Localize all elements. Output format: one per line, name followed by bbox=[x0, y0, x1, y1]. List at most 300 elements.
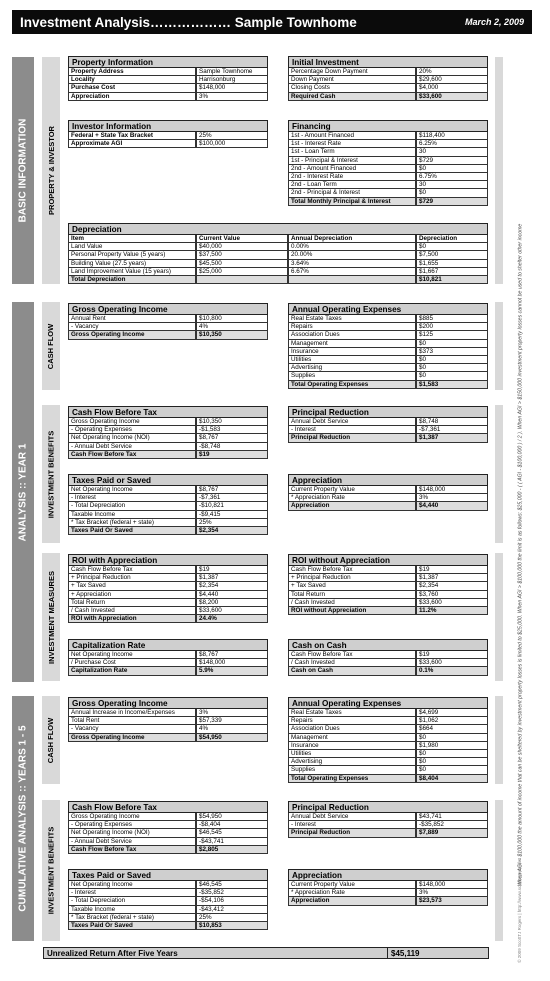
table-cell: 2nd - Principal & Interest bbox=[288, 189, 416, 197]
table-title: Annual Operating Expenses bbox=[288, 303, 488, 315]
right-band-1 bbox=[495, 57, 503, 284]
table-cell: Required Cash bbox=[288, 93, 416, 101]
table-cell: Net Operating Income bbox=[68, 651, 196, 659]
table-cell: / Cash Invested bbox=[68, 607, 196, 615]
table-cell: Management bbox=[288, 340, 416, 348]
table-cell: -$35,852 bbox=[196, 889, 268, 897]
table-cell: Real Estate Taxes bbox=[288, 709, 416, 717]
table-row bbox=[68, 566, 268, 574]
table-cell: Current Value bbox=[196, 235, 288, 243]
table-cell: Association Dues bbox=[288, 725, 416, 733]
table-row bbox=[288, 725, 488, 733]
table-row bbox=[288, 372, 488, 380]
table-cell: 3% bbox=[416, 889, 488, 897]
table-cell: - Interest bbox=[288, 821, 416, 829]
table-cell: * Tax Bracket (federal + state) bbox=[68, 519, 196, 527]
table-cell: $373 bbox=[416, 348, 488, 356]
table-title: Principal Reduction bbox=[288, 801, 488, 813]
table-row bbox=[288, 426, 488, 434]
table-cell: $4,699 bbox=[416, 709, 488, 717]
table-cell: $148,000 bbox=[196, 84, 268, 92]
table-cell: Current Property Value bbox=[288, 486, 416, 494]
table-row bbox=[288, 165, 488, 173]
ib5-label: INVESTMENT BENEFITS bbox=[46, 826, 56, 915]
table-row bbox=[68, 582, 268, 590]
table-cell: 1st - Interest Rate bbox=[288, 140, 416, 148]
table-title: Appreciation bbox=[288, 474, 488, 486]
table-cell: Locality bbox=[68, 76, 196, 84]
table-row bbox=[68, 276, 488, 284]
table-cell: 2nd - Amount Financed bbox=[288, 165, 416, 173]
table-row bbox=[288, 574, 488, 582]
taxes-5yr-table bbox=[68, 869, 268, 930]
table-row bbox=[288, 821, 488, 829]
table-row bbox=[288, 76, 488, 84]
table-cell: $885 bbox=[416, 315, 488, 323]
table-row bbox=[68, 426, 268, 434]
table-cell: Net Operating Income bbox=[68, 881, 196, 889]
im1-label: INVESTMENT MEASURES bbox=[46, 570, 56, 664]
ib1-label: INVESTMENT BENEFITS bbox=[46, 430, 56, 518]
table-cell: Total Operating Expenses bbox=[288, 381, 416, 389]
table-row bbox=[68, 574, 268, 582]
table-cell: $148,000 bbox=[196, 659, 268, 667]
table-row bbox=[68, 443, 268, 451]
table-cell: - Operating Expenses bbox=[68, 821, 196, 829]
table-cell: 25% bbox=[196, 519, 268, 527]
table-cell: Total Return bbox=[68, 599, 196, 607]
table-row bbox=[288, 181, 488, 189]
table-cell: $148,000 bbox=[416, 486, 488, 494]
table-cell: $8,748 bbox=[416, 418, 488, 426]
table-cell: -$9,415 bbox=[196, 511, 268, 519]
table-row bbox=[288, 140, 488, 148]
table-cell: + Appreciation bbox=[68, 591, 196, 599]
table-cell: 11.2% bbox=[416, 607, 488, 615]
table-row bbox=[68, 734, 268, 742]
table-cell: Approximate AGI bbox=[68, 140, 196, 148]
table-cell: - Annual Debt Service bbox=[68, 838, 196, 846]
table-row bbox=[68, 527, 268, 535]
table-cell: / Cash Invested bbox=[288, 659, 416, 667]
table-cell: 25% bbox=[196, 914, 268, 922]
table-cell: Land Improvement Value (15 years) bbox=[68, 268, 196, 276]
table-cell: - Total Depreciation bbox=[68, 502, 196, 510]
table-row bbox=[68, 717, 268, 725]
table-row bbox=[288, 364, 488, 372]
property-info-table bbox=[68, 56, 268, 101]
table-row bbox=[288, 340, 488, 348]
right-band-4 bbox=[495, 553, 503, 681]
table-cell: 6.67% bbox=[288, 268, 416, 276]
table-row bbox=[68, 434, 268, 442]
basic-label: BASIC INFORMATION bbox=[17, 118, 29, 223]
table-cell: $0 bbox=[416, 165, 488, 173]
table-cell: Sample Townhome bbox=[196, 68, 268, 76]
table-cell: $29,600 bbox=[416, 76, 488, 84]
table-cell: Principal Reduction bbox=[288, 434, 416, 442]
table-cell: $8,200 bbox=[196, 599, 268, 607]
table-row bbox=[288, 582, 488, 590]
table-cell: 0.00% bbox=[288, 243, 416, 251]
table-cell: Total Rent bbox=[68, 717, 196, 725]
table-cell: Cash on Cash bbox=[288, 667, 416, 675]
right-band-6 bbox=[495, 800, 503, 941]
table-row bbox=[68, 725, 268, 733]
table-cell: Capitalization Rate bbox=[68, 667, 196, 675]
table-cell: * Appreciation Rate bbox=[288, 889, 416, 897]
table-cell: $8,767 bbox=[196, 434, 268, 442]
table-cell: Insurance bbox=[288, 348, 416, 356]
table-cell: 30 bbox=[416, 181, 488, 189]
table-cell: 1st - Loan Term bbox=[288, 148, 416, 156]
table-row bbox=[288, 323, 488, 331]
table-cell: $3,760 bbox=[416, 591, 488, 599]
table-title: Capitalization Rate bbox=[68, 639, 268, 651]
table-cell: / Purchase Cost bbox=[68, 659, 196, 667]
table-row bbox=[288, 132, 488, 140]
table-cell: $0 bbox=[416, 356, 488, 364]
table-cell: Gross Operating Income bbox=[68, 813, 196, 821]
table-row bbox=[288, 566, 488, 574]
opex-5yr-table bbox=[288, 697, 488, 783]
table-cell: $729 bbox=[416, 157, 488, 165]
table-cell: $43,741 bbox=[416, 813, 488, 821]
table-row bbox=[288, 709, 488, 717]
table-cell: Total Operating Expenses bbox=[288, 775, 416, 783]
table-row bbox=[68, 897, 268, 905]
table-cell: Net Operating Income (NOI) bbox=[68, 829, 196, 837]
table-cell: Net Operating Income (NOI) bbox=[68, 434, 196, 442]
table-row bbox=[68, 838, 268, 846]
table-cell: 24.4% bbox=[196, 615, 268, 623]
table-cell: Repairs bbox=[288, 323, 416, 331]
table-row bbox=[68, 889, 268, 897]
table-cell: -$7,361 bbox=[196, 494, 268, 502]
table-cell: Cash Flow Before Tax bbox=[288, 566, 416, 574]
right-band-5 bbox=[495, 696, 503, 784]
table-row bbox=[68, 451, 268, 459]
table-cell: Closing Costs bbox=[288, 84, 416, 92]
table-cell: $8,767 bbox=[196, 651, 268, 659]
table-cell: Gross Operating Income bbox=[68, 331, 196, 339]
table-cell: Building Value (27.5 years) bbox=[68, 260, 196, 268]
table-row bbox=[288, 331, 488, 339]
table-row bbox=[68, 486, 268, 494]
table-cell: Taxes Paid Or Saved bbox=[68, 922, 196, 930]
table-cell: 3% bbox=[416, 494, 488, 502]
unrealized-return-row bbox=[43, 947, 489, 959]
table-cell: Land Value bbox=[68, 243, 196, 251]
table-cell: 4% bbox=[196, 323, 268, 331]
table-cell: $0 bbox=[416, 243, 488, 251]
opex-year1-table bbox=[288, 303, 488, 389]
table-cell: $19 bbox=[416, 566, 488, 574]
financing-table bbox=[288, 120, 488, 206]
table-row bbox=[288, 758, 488, 766]
table-cell: 3% bbox=[196, 709, 268, 717]
table-cell: Gross Operating Income bbox=[68, 734, 196, 742]
table-cell: Utilities bbox=[288, 750, 416, 758]
table-cell: Total Monthly Principal & Interest bbox=[288, 198, 416, 206]
table-cell: Supplies bbox=[288, 372, 416, 380]
table-cell: Net Operating Income bbox=[68, 486, 196, 494]
table-cell: Insurance bbox=[288, 742, 416, 750]
table-row bbox=[288, 889, 488, 897]
cumul-label: CUMULATIVE ANALYSIS :: YEARS 1 - 5 bbox=[17, 725, 29, 912]
table-row bbox=[68, 615, 268, 623]
table-cell: Taxable Income bbox=[68, 511, 196, 519]
table-row bbox=[288, 173, 488, 181]
table-cell: - Interest bbox=[68, 889, 196, 897]
table-title: Cash Flow Before Tax bbox=[68, 801, 268, 813]
table-cell: 1st - Amount Financed bbox=[288, 132, 416, 140]
table-cell: $40,000 bbox=[196, 243, 288, 251]
table-cell: $37,500 bbox=[196, 251, 288, 259]
cfbt-5yr-table bbox=[68, 801, 268, 854]
table-cell: $33,600 bbox=[416, 659, 488, 667]
table-cell: $0 bbox=[416, 766, 488, 774]
table-cell: $2,354 bbox=[416, 582, 488, 590]
table-row bbox=[68, 591, 268, 599]
table-row bbox=[68, 502, 268, 510]
table-cell: Down Payment bbox=[288, 76, 416, 84]
depreciation-table bbox=[68, 223, 488, 284]
table-cell: $45,500 bbox=[196, 260, 288, 268]
table-row bbox=[68, 607, 268, 615]
table-cell: + Principal Reduction bbox=[288, 574, 416, 582]
table-row bbox=[288, 315, 488, 323]
table-row bbox=[68, 140, 268, 148]
right-band-3 bbox=[495, 405, 503, 543]
table-cell: 3% bbox=[196, 93, 268, 101]
table-row bbox=[288, 68, 488, 76]
table-cell: 1st - Principal & Interest bbox=[288, 157, 416, 165]
table-cell: + Tax Saved bbox=[288, 582, 416, 590]
table-row bbox=[68, 331, 268, 339]
table-row bbox=[68, 76, 268, 84]
table-cell: Current Property Value bbox=[288, 881, 416, 889]
table-cell: Annual Depreciation bbox=[288, 235, 416, 243]
table-cell: $2,354 bbox=[196, 582, 268, 590]
table-cell: Management bbox=[288, 734, 416, 742]
table-cell: - Vacancy bbox=[68, 323, 196, 331]
table-cell: $1,583 bbox=[416, 381, 488, 389]
table-cell: ROI with Appreciation bbox=[68, 615, 196, 623]
table-cell: $33,600 bbox=[416, 599, 488, 607]
table-title: Initial Investment bbox=[288, 56, 488, 68]
table-row bbox=[288, 198, 488, 206]
table-row bbox=[68, 599, 268, 607]
table-row bbox=[68, 84, 268, 92]
table-cell: + Tax Saved bbox=[68, 582, 196, 590]
table-row bbox=[288, 494, 488, 502]
unrealized-return-label: Unrealized Return After Five Years bbox=[44, 948, 388, 958]
table-cell: -$35,852 bbox=[416, 821, 488, 829]
table-cell: $46,545 bbox=[196, 829, 268, 837]
table-cell: / Cash Invested bbox=[288, 599, 416, 607]
table-cell: - Total Depreciation bbox=[68, 897, 196, 905]
table-cell: Appreciation bbox=[68, 93, 196, 101]
unrealized-return-value: $45,119 bbox=[391, 949, 420, 958]
table-cell: $10,853 bbox=[196, 922, 268, 930]
table-title: Cash Flow Before Tax bbox=[68, 406, 268, 418]
table-cell: Annual Rent bbox=[68, 315, 196, 323]
table-cell: 6.75% bbox=[416, 173, 488, 181]
report-date: March 2, 2009 bbox=[464, 17, 524, 27]
table-cell: $0 bbox=[416, 734, 488, 742]
table-cell: Purchase Cost bbox=[68, 84, 196, 92]
table-cell: $2,805 bbox=[196, 846, 268, 854]
table-row bbox=[68, 881, 268, 889]
table-cell: Federal + State Tax Bracket bbox=[68, 132, 196, 140]
table-row bbox=[288, 502, 488, 510]
table-row bbox=[288, 659, 488, 667]
table-cell: Annual Debt Service bbox=[288, 813, 416, 821]
goi-year1-table bbox=[68, 303, 268, 340]
table-cell: Supplies bbox=[288, 766, 416, 774]
table-row bbox=[288, 148, 488, 156]
table-title: Gross Operating Income bbox=[68, 303, 268, 315]
table-cell: $200 bbox=[416, 323, 488, 331]
table-cell: -$10,821 bbox=[196, 502, 268, 510]
table-row bbox=[68, 494, 268, 502]
table-cell: $54,950 bbox=[196, 734, 268, 742]
table-cell: $729 bbox=[416, 198, 488, 206]
roi-with-appreciation-table bbox=[68, 554, 268, 623]
table-cell: Personal Property Value (5 years) bbox=[68, 251, 196, 259]
table-title: Investor Information bbox=[68, 120, 268, 132]
table-row bbox=[288, 434, 488, 442]
table-cell: Repairs bbox=[288, 717, 416, 725]
table-cell: $1,387 bbox=[416, 574, 488, 582]
table-row bbox=[288, 381, 488, 389]
table-row bbox=[68, 68, 268, 76]
table-cell: Cash Flow Before Tax bbox=[68, 566, 196, 574]
table-cell: $0 bbox=[416, 372, 488, 380]
table-cell: $23,573 bbox=[416, 897, 488, 905]
table-cell: $0 bbox=[416, 189, 488, 197]
table-cell: Cash Flow Before Tax bbox=[288, 651, 416, 659]
table-cell: Total Depreciation bbox=[68, 276, 196, 284]
table-row bbox=[68, 821, 268, 829]
initial-investment-table bbox=[288, 56, 488, 101]
table-row bbox=[68, 709, 268, 717]
table-row bbox=[288, 717, 488, 725]
table-cell: $8,767 bbox=[196, 486, 268, 494]
table-cell: - Interest bbox=[288, 426, 416, 434]
table-row bbox=[288, 607, 488, 615]
table-cell: Real Estate Taxes bbox=[288, 315, 416, 323]
table-row bbox=[288, 750, 488, 758]
table-cell: Advertising bbox=[288, 758, 416, 766]
table-row bbox=[68, 511, 268, 519]
table-cell: $7,889 bbox=[416, 829, 488, 837]
table-cell: $54,950 bbox=[196, 813, 268, 821]
table-cell: Association Dues bbox=[288, 331, 416, 339]
table-cell: $19 bbox=[196, 566, 268, 574]
table-row bbox=[288, 157, 488, 165]
table-row bbox=[68, 268, 488, 276]
table-cell: Percentage Down Payment bbox=[288, 68, 416, 76]
table-cell: Utilities bbox=[288, 356, 416, 364]
table-cell: 6.25% bbox=[416, 140, 488, 148]
cash-on-cash-table bbox=[288, 639, 488, 676]
taxes-year1-table bbox=[68, 474, 268, 535]
table-cell: $118,400 bbox=[416, 132, 488, 140]
table-cell: $2,354 bbox=[196, 527, 268, 535]
table-cell: 2nd - Interest Rate bbox=[288, 173, 416, 181]
table-cell: -$7,361 bbox=[416, 426, 488, 434]
table-cell: Cash Flow Before Tax bbox=[68, 846, 196, 854]
table-row bbox=[68, 829, 268, 837]
table-cell bbox=[196, 276, 288, 284]
table-row bbox=[288, 189, 488, 197]
table-row bbox=[68, 659, 268, 667]
table-cell: 0.1% bbox=[416, 667, 488, 675]
cf5-label: CASH FLOW bbox=[46, 717, 56, 763]
agi-note: When AGI < $100,000 the amount of income that can be sheltered by investment property losses is limited to $25,000. When AGI > $100,000 the limit is as follows: $25,000 - ( ( AGI - $100,000 ) / 2 ). When AGI > $150,000 investment property losses cannot be used to shelter other income bbox=[517, 223, 523, 887]
report-title: Investment Analysis……………… Sample Townhome bbox=[20, 14, 357, 30]
table-cell: Item bbox=[68, 235, 196, 243]
table-row bbox=[68, 651, 268, 659]
table-row bbox=[68, 418, 268, 426]
table-cell: Advertising bbox=[288, 364, 416, 372]
table-cell: $10,800 bbox=[196, 315, 268, 323]
table-cell: Total Return bbox=[288, 591, 416, 599]
table-cell: + Principal Reduction bbox=[68, 574, 196, 582]
table-cell: $33,600 bbox=[416, 93, 488, 101]
table-cell: Cash Flow Before Tax bbox=[68, 451, 196, 459]
table-cell: Principal Reduction bbox=[288, 829, 416, 837]
roi-without-appreciation-table bbox=[288, 554, 488, 615]
table-cell: $125 bbox=[416, 331, 488, 339]
table-cell: - Annual Debt Service bbox=[68, 443, 196, 451]
table-cell: Taxable Income bbox=[68, 906, 196, 914]
goi-5yr-table bbox=[68, 697, 268, 742]
table-cell: $4,000 bbox=[416, 84, 488, 92]
cf1-label: CASH FLOW bbox=[46, 323, 56, 369]
table-title: Property Information bbox=[68, 56, 268, 68]
table-cell: - Interest bbox=[68, 494, 196, 502]
principal-5yr-table bbox=[288, 801, 488, 838]
table-title: Cash on Cash bbox=[288, 639, 488, 651]
table-row bbox=[288, 667, 488, 675]
table-row bbox=[68, 235, 488, 243]
table-row bbox=[68, 315, 268, 323]
table-cell: 5.9% bbox=[196, 667, 268, 675]
appreciation-year1-table bbox=[288, 474, 488, 511]
table-cell: $19 bbox=[416, 651, 488, 659]
table-row bbox=[288, 84, 488, 92]
table-row bbox=[68, 519, 268, 527]
table-cell: $8,404 bbox=[416, 775, 488, 783]
table-row bbox=[288, 651, 488, 659]
table-cell: $1,655 bbox=[416, 260, 488, 268]
table-title: Depreciation bbox=[68, 223, 488, 235]
prop-label: PROPERTY & INVESTOR bbox=[46, 126, 56, 215]
appreciation-5yr-table bbox=[288, 869, 488, 906]
table-title: Taxes Paid or Saved bbox=[68, 474, 268, 486]
table-title: ROI with Appreciation bbox=[68, 554, 268, 566]
table-title: Principal Reduction bbox=[288, 406, 488, 418]
table-row bbox=[288, 734, 488, 742]
table-cell: Appreciation bbox=[288, 502, 416, 510]
table-cell: $25,000 bbox=[196, 268, 288, 276]
table-row bbox=[68, 906, 268, 914]
table-cell: $33,600 bbox=[196, 607, 268, 615]
table-cell: -$54,106 bbox=[196, 897, 268, 905]
